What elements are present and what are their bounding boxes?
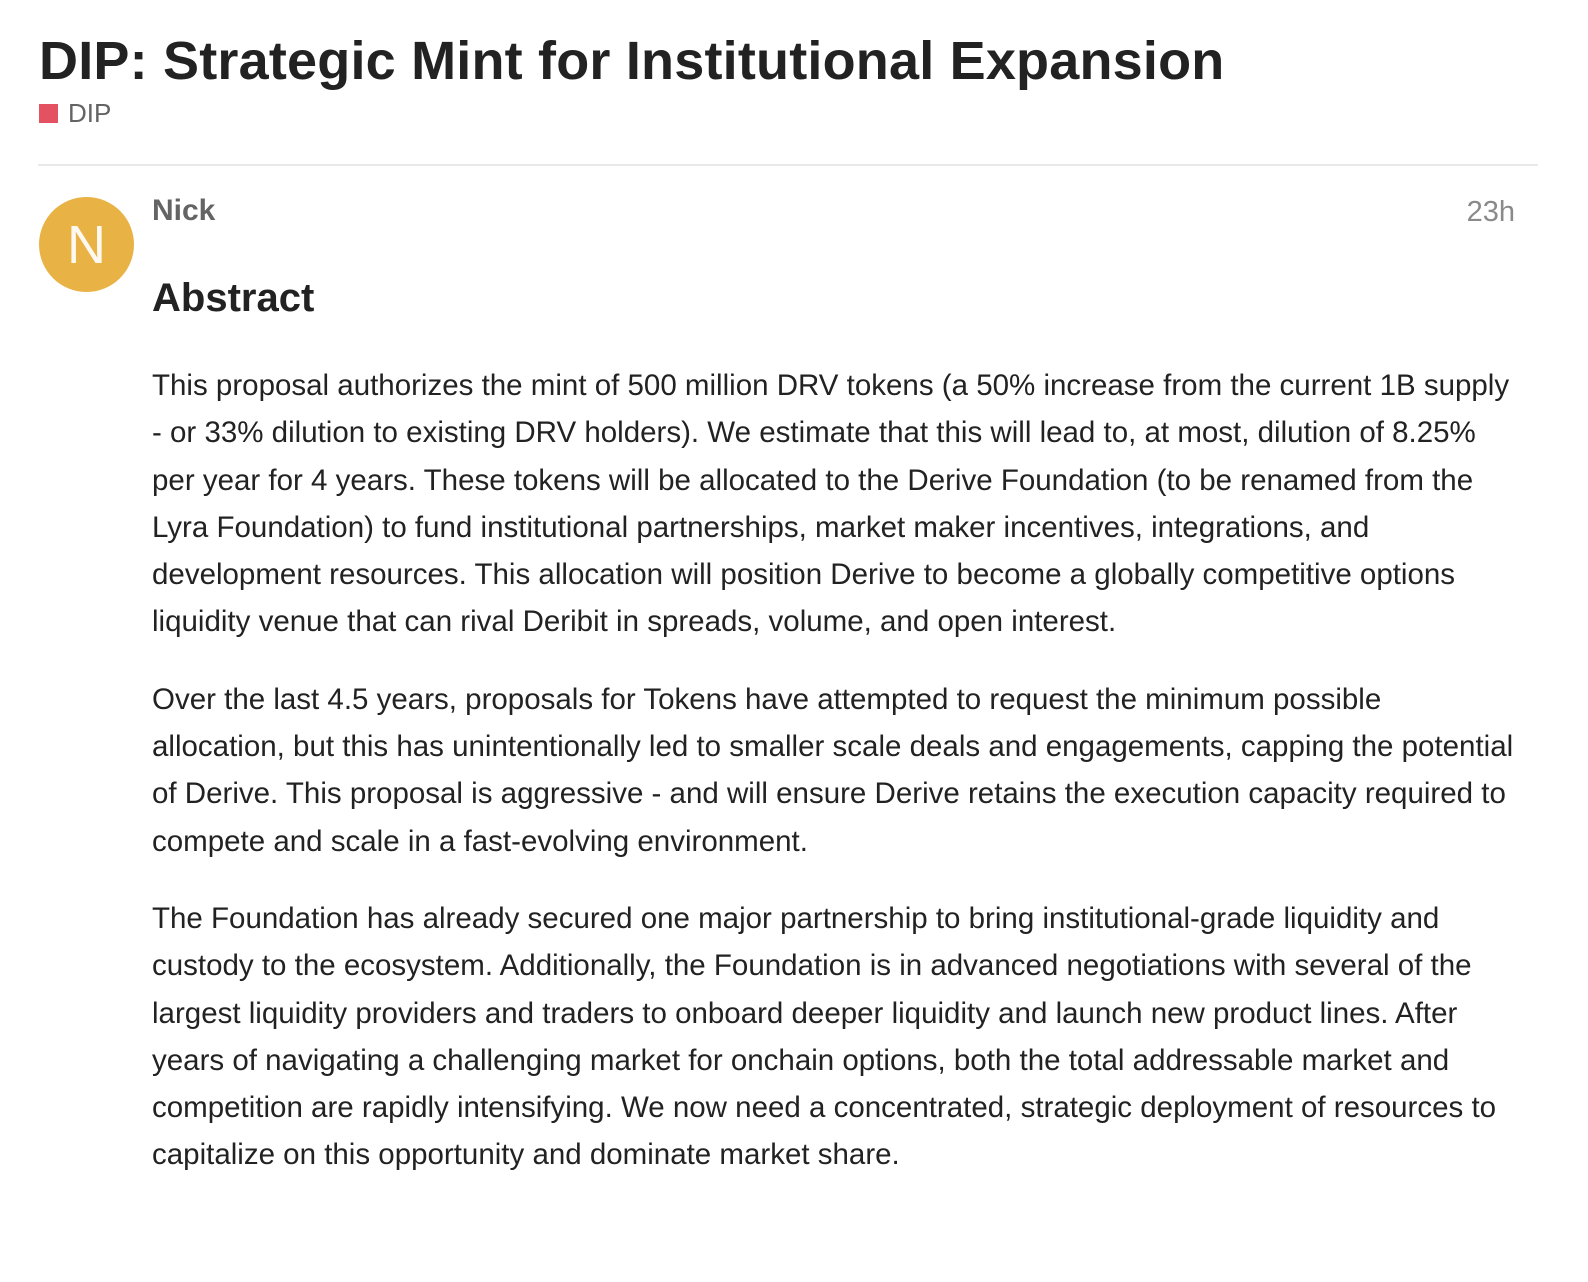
avatar-letter: N	[67, 214, 106, 275]
post-heading-abstract: Abstract	[152, 276, 315, 320]
category-color-swatch	[39, 104, 58, 123]
post-body	[152, 270, 1522, 1209]
topic-title[interactable]: DIP: Strategic Mint for Institutional Expansion	[39, 31, 1225, 91]
avatar[interactable]	[39, 197, 134, 292]
post-author-username[interactable]: Nick	[152, 194, 216, 227]
title-divider	[38, 164, 1538, 166]
post-relative-date[interactable]: 23h	[1466, 196, 1515, 228]
post-paragraph: This proposal authorizes the mint of 500 million DRV tokens (a 50% increase from the current 1B supply - or 33% dilution to existing DRV holders). We estimate that this will lead to, at most, dilution of 8.25% per year for 4 years. These tokens will be allocated to the Derive Foundation (to be renamed from the Lyra Foundation) to fund institutional partnerships, market maker incentives, integrations, and development resources. This allocation will position Derive to become a globally competitive options liquidity venue that can rival Deribit in spreads, volume, and open interest.	[152, 369, 1510, 639]
post-paragraph: The Foundation has already secured one major partnership to bring institutional-grade liquidity and custody to the ecosystem. Additionally, the Foundation is in advanced negotiations with several of the largest liquidity providers and traders to onboard deeper liquidity and launch new product lines. After years of navigating a challenging market for onchain options, both the total addressable market and competition are rapidly intensifying. We now need a concentrated, strategic deployment of resources to capitalize on this opportunity and dominate market share.	[152, 901, 1497, 1172]
post-paragraph: Over the last 4.5 years, proposals for Tokens have attempted to request the minimum possible allocation, but this has unintentionally led to smaller scale deals and engagements, capping the potential of Derive. This proposal is aggressive - and will ensure Derive retains the execution capacity required to compete and scale in a fast-evolving environment.	[152, 682, 1514, 858]
category-label: DIP	[68, 98, 112, 128]
category-badge[interactable]	[39, 98, 111, 128]
